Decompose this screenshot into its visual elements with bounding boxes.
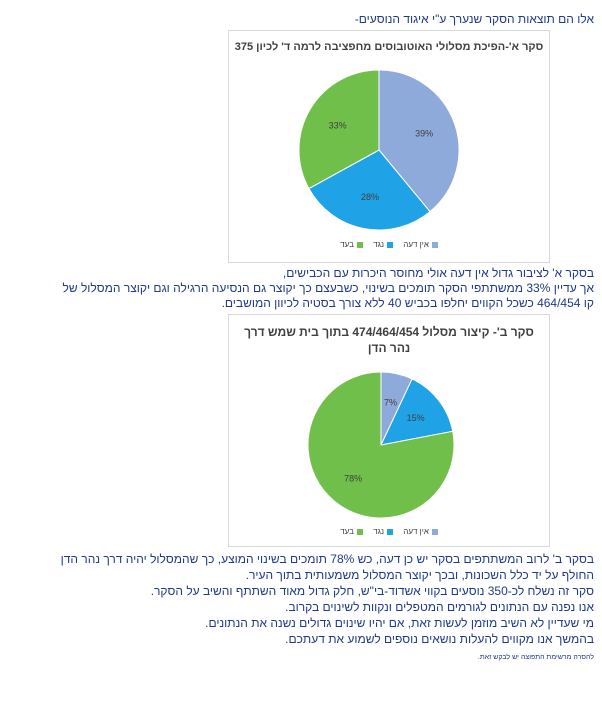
legend-label: בעד bbox=[340, 240, 354, 249]
paragraph-a-line: בסקר א' לציבור גדול אין דעה אולי מחוסר היכרות עם הכבישים, bbox=[282, 266, 594, 280]
pie-data-label: 15% bbox=[406, 413, 425, 424]
pie-data-label: 33% bbox=[328, 120, 347, 131]
chart-a-pie bbox=[229, 31, 549, 262]
paragraph-b-line: החולף על יד כלל השכונות, ובכך יקוצר המסלול משמעותית בתוך העיר. bbox=[245, 568, 594, 582]
chart-a-title: סקר א'-הפיכת מסלולי האוטובוסים מחפציבה לרמה ד' לכיון 375 bbox=[234, 41, 544, 53]
pie-data-label: 28% bbox=[360, 192, 380, 203]
legend-swatch bbox=[387, 529, 393, 535]
legend-swatch bbox=[357, 242, 363, 248]
chart-b-pie bbox=[229, 315, 549, 546]
pie-data-label: 39% bbox=[415, 128, 434, 139]
chart-a-legend bbox=[229, 240, 549, 249]
paragraph-b-line: אנו נפנה עם הנתונים לגורמים המטפלים ונקוות לשינוים בקרוב. bbox=[285, 600, 594, 614]
legend-label: בעד bbox=[340, 527, 354, 536]
pie-data-label: 78% bbox=[344, 473, 363, 484]
pie-data-label: 7% bbox=[384, 397, 398, 408]
legend-swatch bbox=[357, 529, 363, 535]
legend-item bbox=[373, 240, 393, 249]
paragraph-a-line: אך עדיין 33% ממשתתפי הסקר תומכים בשינוי, כשבעצם כך יקוצר גם הנסיעה הרגילה וגם יקוצר המסלול של bbox=[62, 281, 594, 295]
chart-b-title-line1: סקר ב'- קיצור מסלול 474/464/454 בתוך בית שמש דרך bbox=[244, 325, 534, 339]
legend-label: אין דעה bbox=[403, 527, 429, 536]
legend-swatch bbox=[432, 529, 438, 535]
legend-swatch bbox=[432, 242, 438, 248]
chart-b bbox=[228, 314, 550, 547]
legend-label: אין דעה bbox=[403, 240, 429, 249]
legend-item bbox=[403, 240, 438, 249]
intro-text: אלו הם תוצאות הסקר שנערך ע"י איגוד הנוסעים- bbox=[354, 12, 594, 26]
legend-item bbox=[340, 527, 363, 536]
legend-label: נגד bbox=[373, 240, 385, 249]
paragraph-b-line: מי שעדיין לא השיב מוזמן לעשות זאת, אם יהיו שינוים גדולים נשנה את הנתונים. bbox=[205, 616, 594, 630]
legend-item bbox=[373, 527, 393, 536]
legend-label: נגד bbox=[373, 527, 385, 536]
chart-b-legend bbox=[229, 527, 549, 536]
footnote: להסרה מרשימת התפוצה יש לבקש זאת. bbox=[477, 654, 594, 661]
legend-swatch bbox=[387, 242, 393, 248]
chart-b-title-line2: נהר הדן bbox=[367, 341, 411, 355]
paragraph-b-line: בסקר ב' לרוב המשתתפים בסקר יש כן דעה, כש 78% תומכים בשינוי המוצע, כך שהמסלול יהיה דרך נהר הדן bbox=[60, 552, 594, 566]
chart-a bbox=[228, 30, 550, 263]
paragraph-b-line: בהמשך אנו מקווים להעלות נושאים נוספים לשמוע את דעתכם. bbox=[285, 632, 594, 646]
paragraph-b-line: סקר זה נשלח לכ-350 נוסעים בקווי אשדוד-בי"ש, חלק גדול מאוד השתתף והשיב על הסקר. bbox=[150, 584, 594, 598]
paragraph-a-line: קו 464/454 כשכל הקווים יחלפו בכביש 40 ללא צורך בסטיה לכיוון המושבים. bbox=[221, 296, 594, 310]
legend-item bbox=[403, 527, 438, 536]
legend-item bbox=[340, 240, 363, 249]
